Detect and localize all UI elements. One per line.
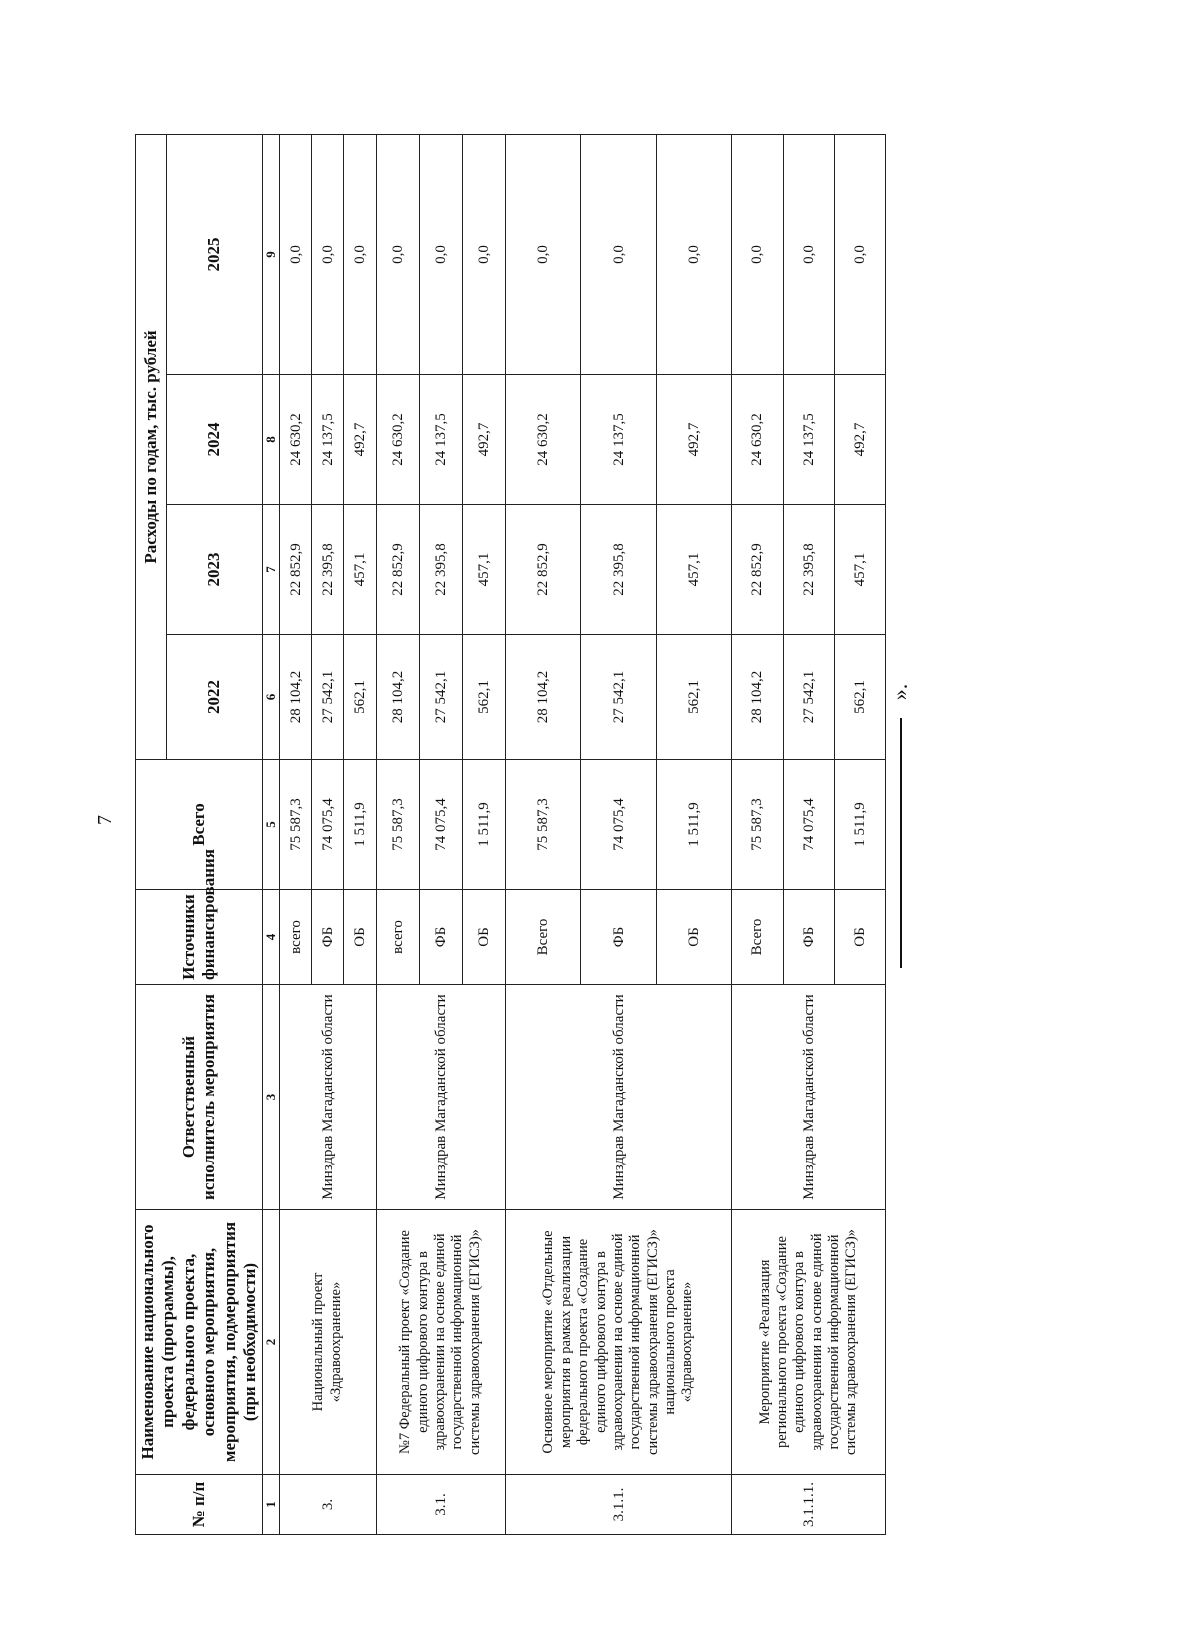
value-2022: 562,1 (834, 635, 885, 760)
value-2022: 27 542,1 (581, 635, 657, 760)
value-2025: 0,0 (462, 134, 505, 374)
value-2023: 457,1 (656, 505, 732, 635)
value-2023: 22 395,8 (581, 505, 657, 635)
value-2023: 22 852,9 (376, 505, 419, 635)
row-executor: Минздрав Магаданской области (376, 985, 505, 1210)
header-year-2025: 2025 (167, 134, 263, 374)
value-2025: 0,0 (834, 134, 885, 374)
column-index: 8 (263, 375, 280, 505)
funding-source: ОБ (462, 890, 505, 985)
value-2023: 457,1 (462, 505, 505, 635)
table-row (376, 134, 419, 1534)
value-2024: 24 137,5 (312, 375, 344, 505)
value-2025: 0,0 (505, 134, 581, 374)
value-2022: 562,1 (344, 635, 376, 760)
value-2022: 28 104,2 (732, 635, 783, 760)
value-2024: 24 137,5 (419, 375, 462, 505)
funding-source: Всего (732, 890, 783, 985)
row-title: Национальный проект «Здравоохранение» (279, 1210, 376, 1475)
value-2025: 0,0 (419, 134, 462, 374)
column-index: 2 (263, 1210, 280, 1475)
row-title: Основное мероприятие «Отдельные мероприятия в рамках реализации федерального проекта «Создание единого цифрового контура в здравоохранении на основе единой государственной информационной системы здравоохранения (ЕГИСЗ)» национального проекта «Здравоохранение» (505, 1210, 732, 1475)
header-source: Источники финансирования (136, 890, 263, 985)
funding-table-container (135, 135, 868, 1535)
value-2024: 492,7 (462, 375, 505, 505)
value-2022: 27 542,1 (419, 635, 462, 760)
header-no: № п/п (136, 1475, 263, 1535)
funding-source: ОБ (344, 890, 376, 985)
header-name: Наименование национального проекта (программы), федерального проекта, основного мероприятия, мероприятия, подмероприятия (при необходимости) (136, 1210, 263, 1475)
total-value: 75 587,3 (505, 760, 581, 890)
column-index: 1 (263, 1475, 280, 1535)
value-2024: 24 630,2 (376, 375, 419, 505)
total-value: 74 075,4 (419, 760, 462, 890)
value-2022: 27 542,1 (312, 635, 344, 760)
total-value: 74 075,4 (581, 760, 657, 890)
column-index: 4 (263, 890, 280, 985)
total-value: 1 511,9 (656, 760, 732, 890)
value-2025: 0,0 (279, 134, 311, 374)
column-index: 7 (263, 505, 280, 635)
value-2024: 492,7 (656, 375, 732, 505)
table-row (732, 134, 783, 1534)
value-2025: 0,0 (581, 134, 657, 374)
value-2024: 24 137,5 (581, 375, 657, 505)
header-expenses: Расходы по годам, тыс. рублей (136, 134, 167, 759)
value-2022: 28 104,2 (376, 635, 419, 760)
value-2025: 0,0 (783, 134, 834, 374)
value-2024: 24 630,2 (732, 375, 783, 505)
funding-source: Всего (505, 890, 581, 985)
total-value: 1 511,9 (344, 760, 376, 890)
funding-source: ОБ (834, 890, 885, 985)
header-year-2022: 2022 (167, 635, 263, 760)
total-value: 74 075,4 (312, 760, 344, 890)
total-value: 1 511,9 (462, 760, 505, 890)
table-row (505, 134, 581, 1534)
value-2024: 24 630,2 (505, 375, 581, 505)
table-row (279, 134, 311, 1534)
value-2023: 457,1 (344, 505, 376, 635)
total-value: 75 587,3 (376, 760, 419, 890)
funding-table (135, 134, 886, 1535)
row-number: 3.1.1. (505, 1475, 732, 1535)
value-2022: 27 542,1 (783, 635, 834, 760)
funding-source: ФБ (312, 890, 344, 985)
value-2024: 492,7 (344, 375, 376, 505)
value-2022: 28 104,2 (279, 635, 311, 760)
total-value: 1 511,9 (834, 760, 885, 890)
row-executor: Минздрав Магаданской области (279, 985, 376, 1210)
header-year-2023: 2023 (167, 505, 263, 635)
page-number: 7 (94, 815, 116, 825)
value-2023: 22 852,9 (732, 505, 783, 635)
row-executor: Минздрав Магаданской области (505, 985, 732, 1210)
value-2022: 28 104,2 (505, 635, 581, 760)
total-value: 75 587,3 (279, 760, 311, 890)
column-index: 6 (263, 635, 280, 760)
funding-source: ФБ (581, 890, 657, 985)
header-executor: Ответственный исполнитель мероприятия (136, 985, 263, 1210)
value-2025: 0,0 (656, 134, 732, 374)
column-index: 5 (263, 760, 280, 890)
closing-quote-mark: ». (887, 683, 912, 701)
row-number: 3.1.1.1. (732, 1475, 886, 1535)
header-total: Всего (136, 760, 263, 890)
value-2024: 24 630,2 (279, 375, 311, 505)
value-2022: 562,1 (656, 635, 732, 760)
closing-rule (900, 718, 902, 968)
row-executor: Минздрав Магаданской области (732, 985, 886, 1210)
row-title: Мероприятие «Реализация регионального проекта «Создание единого цифрового контура в здравоохранении на основе единой государственной информационной системы здравоохранения (ЕГИСЗ)» (732, 1210, 886, 1475)
value-2025: 0,0 (732, 134, 783, 374)
value-2023: 22 852,9 (279, 505, 311, 635)
column-index-row (263, 134, 280, 1534)
column-index: 9 (263, 134, 280, 374)
header-year-2024: 2024 (167, 375, 263, 505)
funding-source: ФБ (419, 890, 462, 985)
funding-source: всего (376, 890, 419, 985)
header-row-1 (136, 134, 167, 1534)
funding-source: ФБ (783, 890, 834, 985)
value-2024: 492,7 (834, 375, 885, 505)
row-title: №7 Федеральный проект «Создание единого цифрового контура в здравоохранении на основе единой государственной информационной системы здравоохранения (ЕГИСЗ)» (376, 1210, 505, 1475)
value-2023: 457,1 (834, 505, 885, 635)
value-2022: 562,1 (462, 635, 505, 760)
value-2025: 0,0 (344, 134, 376, 374)
value-2025: 0,0 (312, 134, 344, 374)
row-number: 3. (279, 1475, 376, 1535)
value-2023: 22 852,9 (505, 505, 581, 635)
funding-source: ОБ (656, 890, 732, 985)
funding-source: всего (279, 890, 311, 985)
row-number: 3.1. (376, 1475, 505, 1535)
value-2023: 22 395,8 (312, 505, 344, 635)
total-value: 75 587,3 (732, 760, 783, 890)
value-2025: 0,0 (376, 134, 419, 374)
total-value: 74 075,4 (783, 760, 834, 890)
value-2023: 22 395,8 (419, 505, 462, 635)
value-2024: 24 137,5 (783, 375, 834, 505)
column-index: 3 (263, 985, 280, 1210)
value-2023: 22 395,8 (783, 505, 834, 635)
